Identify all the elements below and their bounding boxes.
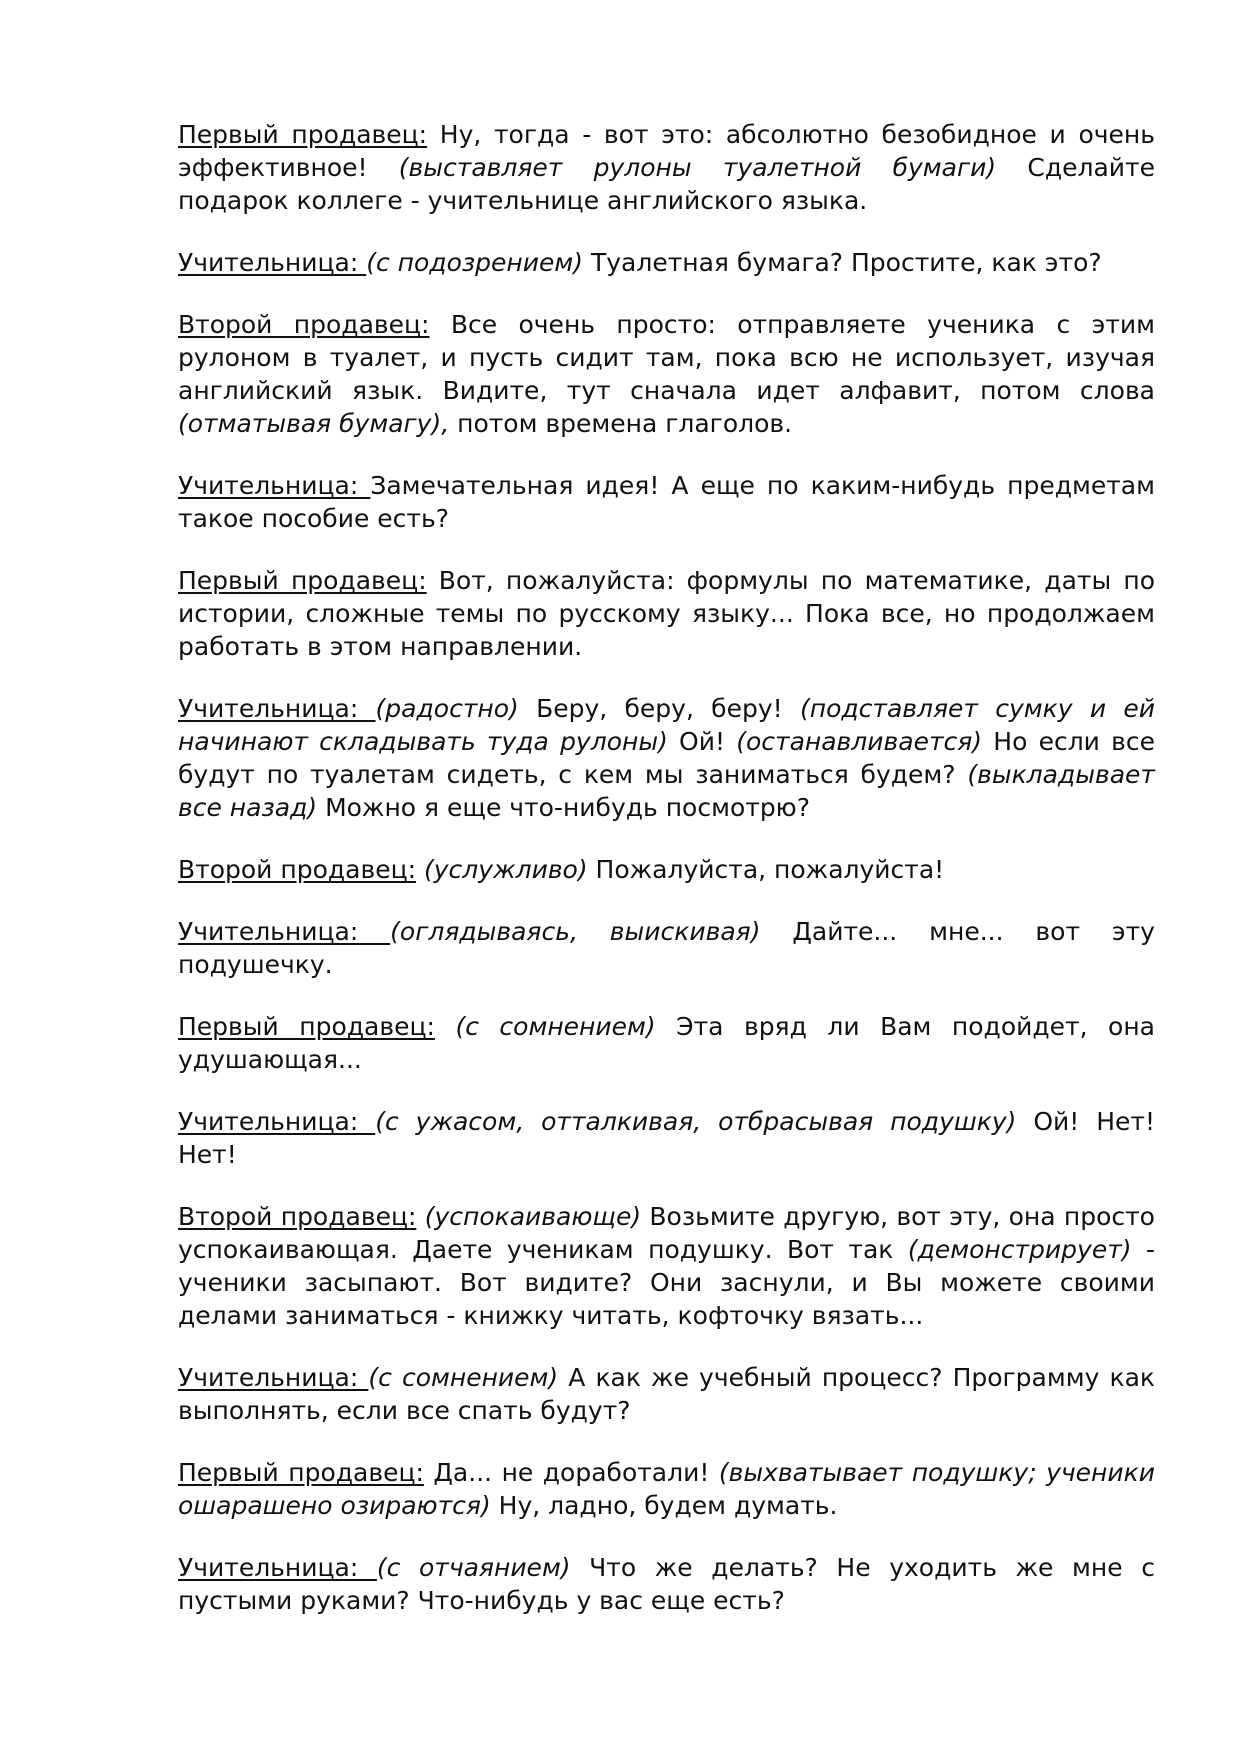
dialogue-line [178, 1551, 1155, 1617]
stage-direction: (с сомнением) [368, 1363, 559, 1392]
line-text: Но если все будут по туалетам сидеть, с кем мы заниматься будем? [178, 727, 1155, 789]
speaker-name: Первый продавец: [178, 120, 428, 149]
speaker-name: Второй продавец: [178, 855, 417, 884]
dialogue-line [178, 308, 1155, 440]
line-text: Дайте... мне... вот эту подушечку. [178, 917, 1155, 979]
speaker-name: Учительница: [178, 248, 367, 277]
speaker-name: Первый продавец: [178, 566, 427, 595]
line-text: Туалетная бумага? Простите, как это? [583, 248, 1102, 277]
line-text [416, 855, 424, 884]
line-text: Беру, беру, беру! [518, 694, 800, 723]
stage-direction: (с ужасом, отталкивая, отбрасывая подушку) [375, 1107, 1017, 1136]
dialogue-line [178, 469, 1155, 535]
speaker-name: Первый продавец: [178, 1012, 435, 1041]
speaker-name: Учительница: [178, 1553, 377, 1582]
speaker-name: Учительница: [178, 1107, 376, 1136]
line-text: Ой! [667, 727, 737, 756]
speaker-name: Учительница: [178, 1363, 369, 1392]
stage-direction: (радостно) [375, 694, 519, 723]
stage-direction: (отматывая бумагу), [178, 409, 450, 438]
line-text: А как же учебный процесс? Программу как выполнять, если все спать будут? [178, 1363, 1155, 1425]
line-text: Замечательная идея! А еще по каким-нибудь предметам такое пособие есть? [178, 471, 1155, 533]
line-text [435, 1012, 456, 1041]
dialogue-line [178, 853, 1155, 886]
dialogue-line [178, 692, 1155, 824]
stage-direction: (выкладывает все назад) [178, 760, 1155, 822]
speaker-name: Учительница: [178, 694, 376, 723]
line-text: Эта вряд ли Вам подойдет, она удушающая... [178, 1012, 1155, 1074]
line-text: Возьмите другую, вот эту, она просто успокаивающая. Даете ученикам подушку. Вот так [178, 1202, 1155, 1264]
stage-direction: (выставляет рулоны туалетной бумаги) [398, 153, 997, 182]
line-text: Ну, ладно, будем думать. [490, 1491, 838, 1520]
stage-direction: (услужливо) [424, 855, 588, 884]
line-text: Пожалуйста, пожалуйста! [587, 855, 945, 884]
stage-direction: (выхватывает подушку; ученики ошарашено озираются) [178, 1458, 1155, 1520]
speaker-name: Первый продавец: [178, 1458, 424, 1487]
speaker-name: Второй продавец: [178, 310, 430, 339]
stage-direction: (демонстрирует) [907, 1235, 1132, 1264]
line-text: Сделайте подарок коллеге - учительнице английского языка. [178, 153, 1155, 215]
stage-direction: (оглядываясь, выискивая) [390, 917, 761, 946]
stage-direction: (останавливается) [736, 727, 983, 756]
line-text: Все очень просто: отправляете ученика с этим рулоном в туалет, и пусть сидит там, пока всю не использует, изучая английский язык. Видите, тут сначала идет алфавит, потом слова [178, 310, 1155, 405]
line-text: Да... не доработали! [423, 1458, 719, 1487]
stage-direction: (с отчаянием) [376, 1553, 571, 1582]
stage-direction: (с сомнением) [455, 1012, 656, 1041]
dialogue-line [178, 1200, 1155, 1332]
speaker-name: Учительница: [178, 917, 391, 946]
speaker-name: Учительница: [178, 471, 371, 500]
stage-direction: (подставляет сумку и ей начинают складывать туда рулоны) [178, 694, 1155, 756]
line-text: потом времена глаголов. [449, 409, 793, 438]
line-text: Ой! Нет! Нет! [178, 1107, 1155, 1169]
stage-direction: (успокаивающе) [424, 1202, 642, 1231]
dialogue-line [178, 246, 1155, 279]
dialogue-line [178, 118, 1155, 217]
dialogue-line [178, 1105, 1155, 1171]
dialogue-line [178, 915, 1155, 981]
speaker-name: Второй продавец: [178, 1202, 417, 1231]
line-text: - ученики засыпают. Вот видите? Они заснули, и Вы можете своими делами заниматься - книжку читать, кофточку вязать... [178, 1235, 1156, 1330]
line-text: Вот, пожалуйста: формулы по математике, даты по истории, сложные темы по русскому языку... Пока все, но продолжаем работать в этом направлении. [178, 566, 1156, 661]
dialogue-line [178, 1456, 1155, 1522]
dialogue-line [178, 1010, 1155, 1076]
line-text: Что же делать? Не уходить же мне с пустыми руками? Что-нибудь у вас еще есть? [178, 1553, 1155, 1615]
dialogue-text [178, 118, 1155, 1646]
line-text: Ну, тогда - вот это: абсолютно безобидное и очень эффективное! [178, 120, 1155, 182]
line-text [416, 1202, 424, 1231]
dialogue-line [178, 1361, 1155, 1427]
stage-direction: (с подозрением) [366, 248, 584, 277]
dialogue-line [178, 564, 1155, 663]
line-text: Можно я еще что-нибудь посмотрю? [317, 793, 810, 822]
